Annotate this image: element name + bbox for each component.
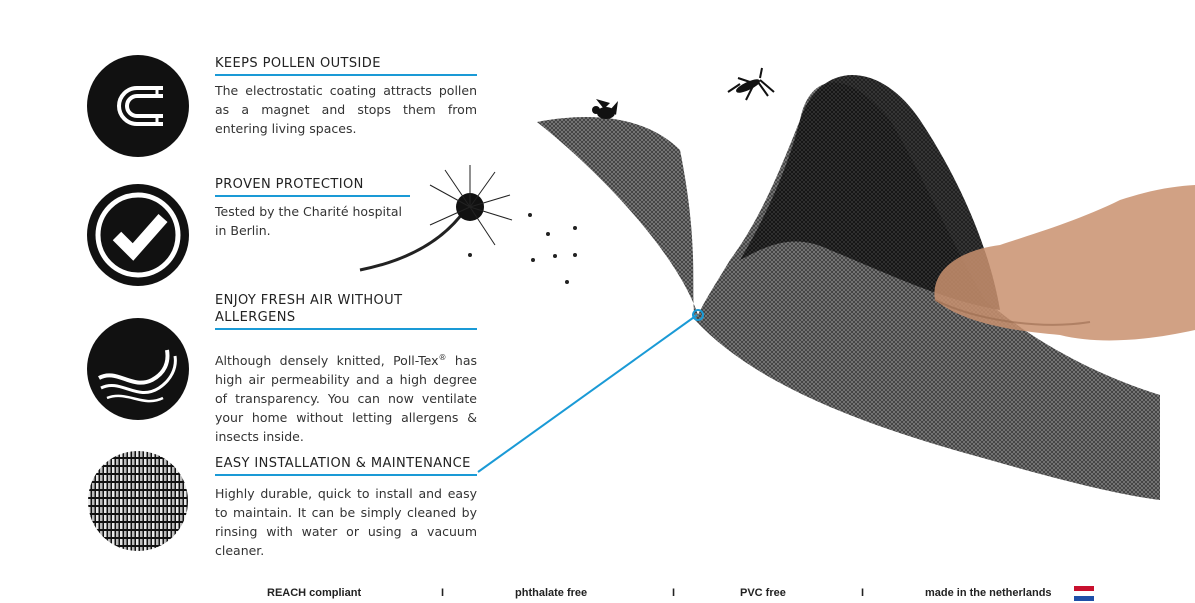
footer-made-in-netherlands: made in the netherlands bbox=[925, 587, 1052, 599]
magnet-icon bbox=[87, 55, 189, 157]
checkmark-icon bbox=[87, 184, 189, 286]
feature-title-pollen: KEEPS POLLEN OUTSIDE bbox=[215, 55, 477, 76]
feature-text-fresh-air-b: has high air permeability and a high degree of transparency. You can now ventilate your home without letting allergens & insects inside. bbox=[215, 353, 477, 445]
mesh-weave-icon bbox=[87, 450, 189, 552]
registered-mark: ® bbox=[438, 353, 447, 362]
feature-text-installation: Highly durable, quick to install and easy to maintain. It can be simply cleaned by rinsing with water or using a vacuum cleaner. bbox=[215, 486, 477, 558]
mesh-illustration bbox=[340, 55, 1195, 525]
air-waves-icon bbox=[87, 318, 189, 420]
footer-reach-compliant: REACH compliant bbox=[267, 587, 362, 599]
feature-title-fresh-air: ENJOY FRESH AIR WITHOUT ALLERGENS bbox=[215, 292, 477, 330]
footer-pvc-free: PVC free bbox=[740, 587, 786, 599]
feature-text-pollen: The electrostatic coating attracts pollen as a magnet and stops them from entering living spaces. bbox=[215, 83, 477, 136]
feature-text-fresh-air-a: Although densely knitted, Poll-Tex bbox=[215, 353, 439, 369]
feature-title-installation: EASY INSTALLATION & MAINTENANCE bbox=[215, 455, 477, 476]
feature-text-protection: Tested by the Charité hospital in Berlin. bbox=[215, 204, 403, 238]
footer-phthalate-free: phthalate free bbox=[515, 587, 588, 599]
footer-separator: I bbox=[672, 587, 676, 599]
footer-separator: I bbox=[861, 587, 865, 599]
feature-title-protection: PROVEN PROTECTION bbox=[215, 176, 410, 197]
footer-bar bbox=[0, 587, 1195, 603]
netherlands-flag-icon bbox=[1074, 586, 1094, 601]
footer-separator: I bbox=[441, 587, 445, 599]
